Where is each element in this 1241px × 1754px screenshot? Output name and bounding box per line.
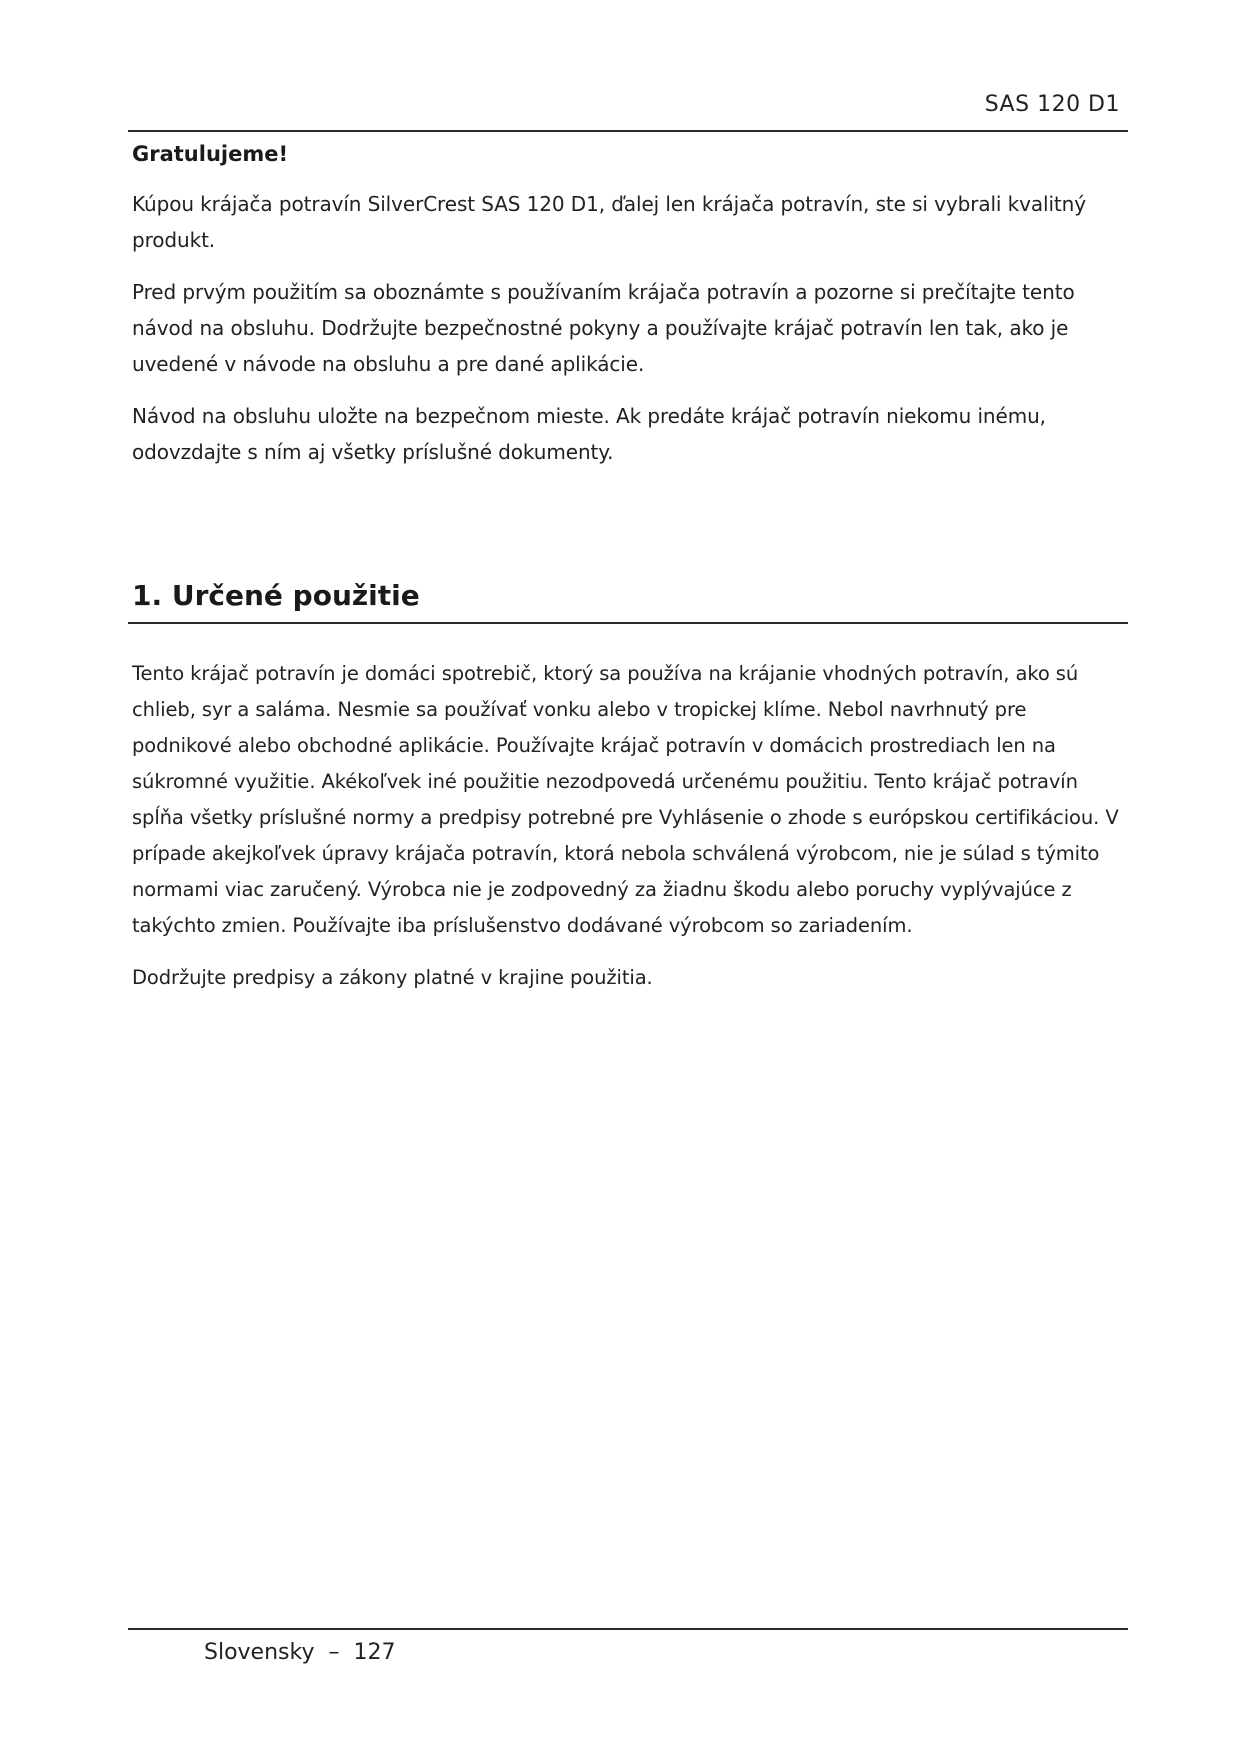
section-paragraph: Tento krájač potravín je domáci spotrebič, ktorý sa používa na krájanie vhodných potravín, ako sú chlieb, syr a saláma. Nesmie sa používať vonku alebo v tropickej klíme. Nebol navrhnutý pre podnikové alebo obchodné aplikácie. Používajte krájač potravín v domácich prostrediach len na súkromné využitie. Akékoľvek iné použitie nezodpovedá určenému použitiu. Tento krájač potravín spĺňa všetky príslušné normy a predpisy potrebné pre Vyhlásenie o zhode s európskou certifikáciou. V prípade akejkoľvek úpravy krájača potravín, ktorá nebola schválená výrobcom, nie je súlad s týmito normami viac zaručený. Výrobca nie je zodpovedný za žiadnu škodu alebo poruchy vyplývajúce z takýchto zmien. Používajte iba príslušenstvo dodávané výrobcom so zariadením.	[132, 662, 1119, 937]
greeting-heading: Gratulujeme!	[132, 142, 289, 166]
intro-paragraph: Návod na obsluhu uložte na bezpečnom mieste. Ak predáte krájač potravín niekomu inému, odovzdajte s ním aj všetky príslušné dokumenty.	[132, 404, 1046, 464]
intro-paragraph: Pred prvým použitím sa oboznámte s používaním krájača potravín a pozorne si prečítajte tento návod na obsluhu. Dodržujte bezpečnostné pokyny a používajte krájač potravín len tak, ako je uvedené v návode na obsluhu a pre dané aplikácie.	[132, 280, 1075, 376]
document-model-code: SAS 120 D1	[984, 92, 1120, 117]
section-paragraph: Dodržujte predpisy a zákony platné v krajine použitia.	[132, 966, 653, 989]
intended-use-section	[128, 576, 1128, 1012]
intro-paragraph: Kúpou krájača potravín SilverCrest SAS 120 D1, ďalej len krájača potravín, ste si vybrali kvalitný produkt.	[132, 192, 1086, 252]
page-header	[128, 92, 1128, 132]
section-heading: 1. Určené použitie	[128, 576, 1128, 624]
section-body	[128, 656, 1124, 996]
page-footer	[128, 1628, 1128, 1665]
page-number-label: Slovensky – 127	[204, 1640, 396, 1665]
intro-section	[132, 140, 1128, 486]
